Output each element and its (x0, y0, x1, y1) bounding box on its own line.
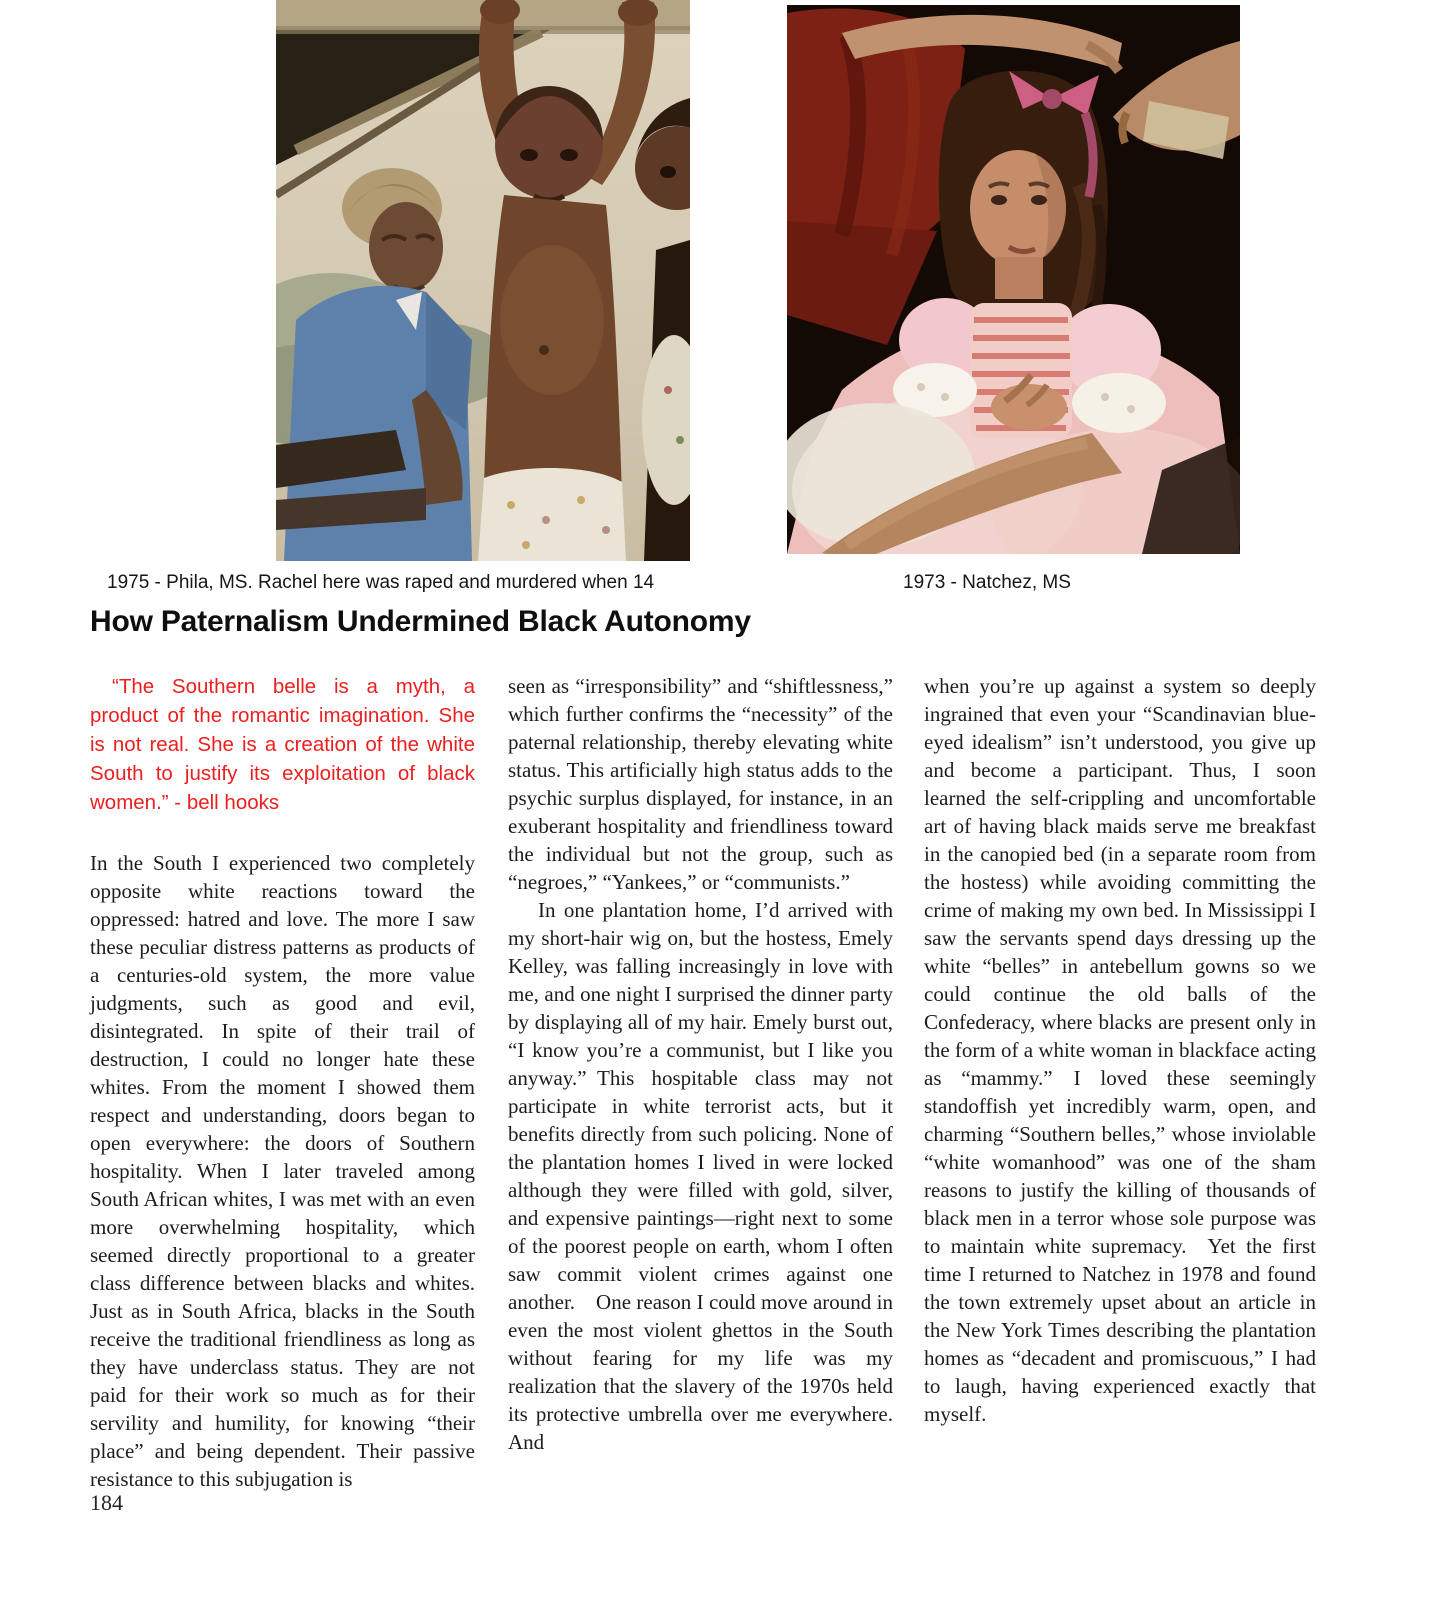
photo-right-illustration (787, 5, 1240, 554)
photo-1973-natchez (787, 5, 1240, 554)
photo-1975-phila (276, 0, 690, 561)
article-title: How Paternalism Undermined Black Autonomy (90, 605, 751, 638)
body-paragraph: In the South I experienced two completely opposite white reactions toward the oppressed: hatred and love. The more I saw these peculiar distress patterns as products of a centuries-old system, the more value judgments, such as good and evil, disintegrated. In spite of their trail of destruction, I could no longer hate these whites. From the moment I showed them respect and understanding, doors began to open everywhere: the doors of Southern hospitality. When I later traveled among South African whites, I was met with an even more overwhelming hospitality, which seemed directly proportional to a greater class difference between blacks and whites. Just as in South Africa, blacks in the South receive the traditional friendliness as long as they have underclass status. They are not paid for their work so much as for their servility and humility, for knowing “their place” and being dependent. Their passive resistance to this subjugation is (90, 851, 475, 1491)
floral-underwear (478, 468, 626, 561)
pull-quote: “The Southern belle is a myth, a product of the romantic imagination. She is not real. She is a creation of the white South to justify its exploitation of black women.” - bell hooks (90, 675, 475, 814)
photo-caption-right: 1973 - Natchez, MS (903, 572, 1071, 593)
photo-left-illustration (276, 0, 690, 561)
body-paragraph: In one plantation home, I’d arrived with my short-hair wig on, but the hostess, Emely Kelley, was falling increasingly in love with me, and one night I surprised the dinner party by displaying all of my hair. Emely burst out, “I know you’re a communist, but I like you anyway.” This hospitable class may not participate in white terrorist acts, but it benefits directly from such policing. None of the plantation homes I lived in were locked although they were filled with gold, silver, and expensive paintings—right next to some of the poorest people on earth, whom I often saw commit violent crimes against one another. One reason I could move around in even the most violent ghettos in the South without fearing for my life was my realization that the slavery of the 1970s held its protective umbrella over me everywhere. And (508, 898, 893, 1454)
text-column-2 (508, 672, 893, 1456)
text-column-1 (90, 672, 475, 1493)
text-column-3 (924, 672, 1316, 1428)
page-number: 184 (90, 1490, 123, 1515)
photo-caption-left: 1975 - Phila, MS. Rachel here was raped and murdered when 14 (107, 572, 655, 593)
body-paragraph: seen as “irresponsibility” and “shiftlessness,” which further confirms the “necessity” of the paternal relationship, thereby elevating white status. This artificially high status adds to the psychic surplus displayed, for instance, in an exuberant hospitality and friendliness toward the individual but not the group, such as “negroes,” “Yankees,” or “communists.” (508, 674, 893, 894)
body-paragraph: when you’re up against a system so deeply ingrained that even your “Scandinavian blue-eyed idealism” isn’t understood, you give up and become a participant. Thus, I soon learned the self-crippling and uncomfortable art of having black maids serve me breakfast in the canopied bed (in a separate room from the hostess) while avoiding committing the crime of making my own bed. In Mississippi I saw the servants spend days dressing up the white “belles” in antebellum gowns so we could continue the old balls of the Confederacy, where blacks are present only in the form of a white woman in blackface acting as “mammy.” I loved these seemingly standoffish yet incredibly warm, open, and charming “Southern belles,” whose inviolable “white womanhood” was one of the sham reasons to justify the killing of thousands of black men in a terror whose sole purpose was to maintain white supremacy. Yet the first time I returned to Natchez in 1978 and found the town extremely upset about an article in the New York Times describing the plantation homes as “decadent and promiscuous,” I had to laugh, having experienced exactly that myself. (924, 674, 1316, 1426)
